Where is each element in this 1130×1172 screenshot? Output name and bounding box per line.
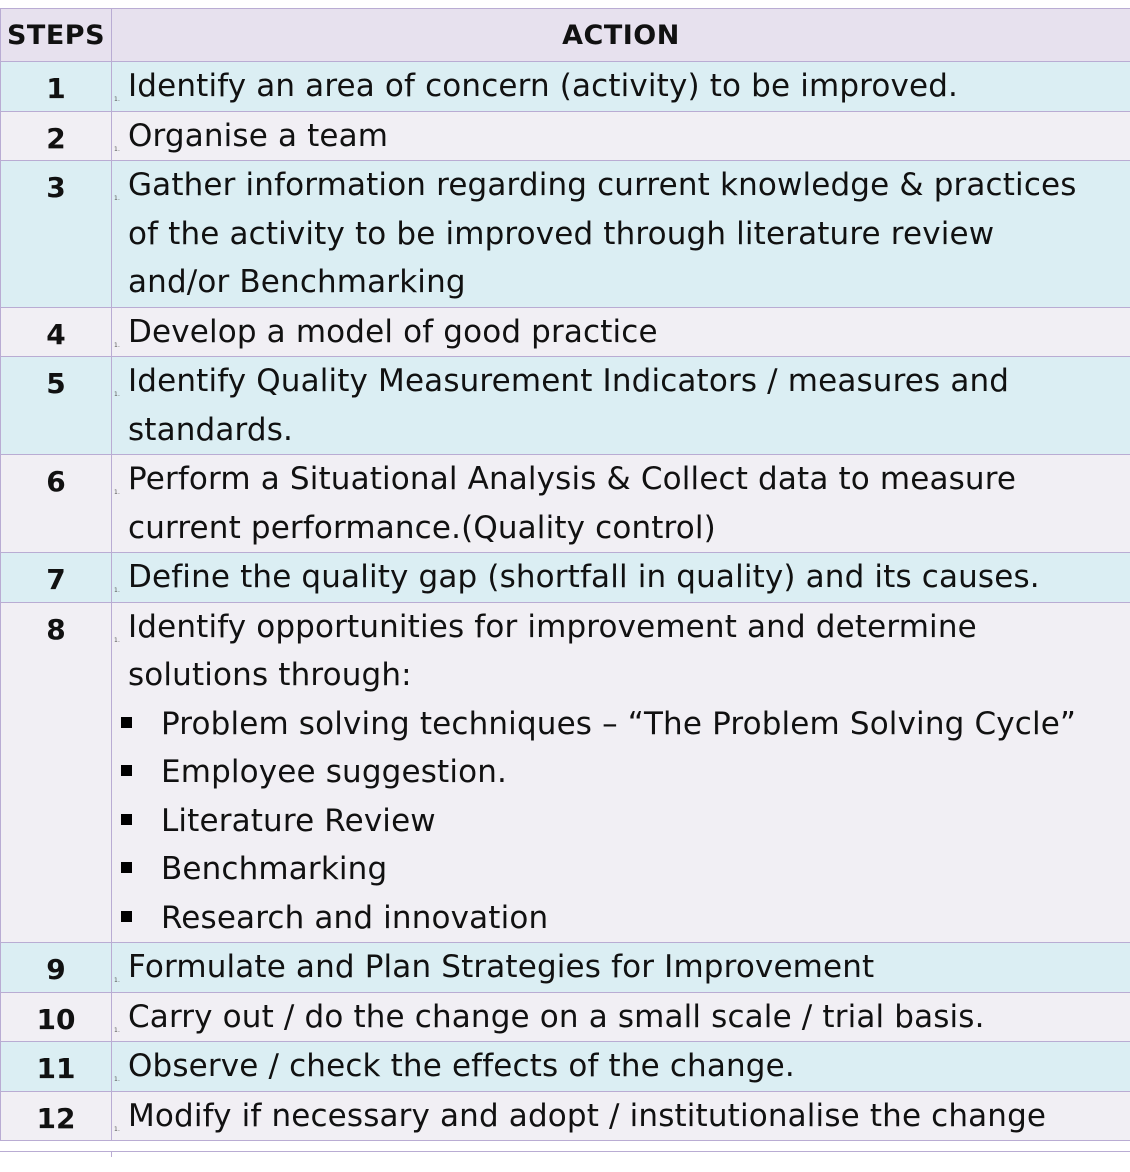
list-marker: 1.: [114, 636, 121, 644]
action-text: and/or Benchmarking: [128, 264, 466, 300]
list-item: [118, 797, 1128, 846]
list-item-text: Employee suggestion.: [161, 754, 507, 790]
step-number: 2: [1, 111, 112, 161]
square-bullet-icon: [121, 911, 132, 922]
solutions-list: [128, 700, 1128, 943]
step-number: 12: [1, 1091, 112, 1141]
table-row: [1, 553, 1130, 603]
table-row: [1, 357, 1130, 455]
divider: [111, 1151, 112, 1157]
action-cell: [112, 307, 1130, 357]
step-number: 8: [1, 602, 112, 943]
list-marker: 1.: [114, 341, 121, 349]
action-text: Identify an area of concern (activity) to be improved.: [128, 68, 959, 104]
table-row: [1, 602, 1130, 943]
action-cell: [112, 553, 1130, 603]
list-marker: 1.: [114, 977, 121, 984]
step-number: 6: [1, 455, 112, 553]
action-text: Observe / check the effects of the change.: [128, 1048, 795, 1084]
action-text: Carry out / do the change on a small scale / trial basis.: [128, 998, 985, 1035]
action-text: Identify Quality Measurement Indicators / measures and: [128, 363, 1010, 399]
table-row: [1, 307, 1130, 357]
table-row: [1, 62, 1130, 112]
list-item: [118, 748, 1128, 797]
step-number: 1: [1, 62, 112, 112]
action-column-header: ACTION: [112, 9, 1130, 62]
action-cell: [112, 943, 1130, 993]
action-cell: [112, 992, 1130, 1042]
list-item: [118, 700, 1128, 749]
action-text: Perform a Situational Analysis & Collect data to measure: [128, 461, 1017, 497]
action-cell: [112, 111, 1130, 161]
action-text: current performance.(Quality control): [128, 509, 716, 546]
table-row: [1, 1042, 1130, 1092]
list-marker: 1.: [114, 195, 121, 202]
list-item: [118, 894, 1128, 943]
step-number: 10: [1, 992, 112, 1042]
action-text: Define the quality gap (shortfall in quality) and its causes.: [128, 559, 1040, 595]
step-number: 3: [1, 161, 112, 308]
action-cell: [112, 357, 1130, 455]
steps-table: [0, 8, 1130, 1141]
square-bullet-icon: [121, 765, 132, 776]
list-marker: 1.: [114, 145, 121, 153]
step-number: 4: [1, 307, 112, 357]
action-text: Organise a team: [128, 117, 389, 154]
list-marker: 1.: [114, 1125, 121, 1133]
table-row: [1, 111, 1130, 161]
table-row: [1, 992, 1130, 1042]
list-marker: 1.: [114, 489, 121, 496]
steps-column-header: STEPS: [1, 9, 112, 62]
action-text: solutions through:: [128, 657, 412, 693]
list-marker: 1.: [114, 587, 121, 594]
list-item-text: Research and innovation: [161, 899, 549, 936]
table-row: [1, 943, 1130, 993]
step-number: 9: [1, 943, 112, 993]
list-marker: 1.: [114, 96, 121, 103]
list-item-text: Problem solving techniques – “The Problem Solving Cycle”: [161, 705, 1077, 742]
list-item-text: Benchmarking: [161, 851, 388, 887]
action-cell: [112, 161, 1130, 308]
action-text: Identify opportunities for improvement and determine: [128, 608, 977, 645]
action-text: Develop a model of good practice: [128, 313, 658, 350]
action-text: of the activity to be improved through literature review: [128, 215, 995, 252]
table-row: [1, 1091, 1130, 1141]
table-header-row: [1, 9, 1130, 62]
action-cell: [112, 1042, 1130, 1092]
action-cell: [112, 62, 1130, 112]
action-text: Formulate and Plan Strategies for Improvement: [128, 949, 875, 985]
action-text: Modify if necessary and adopt / institutionalise the change: [128, 1097, 1047, 1134]
list-item: [118, 845, 1128, 894]
step-number: 5: [1, 357, 112, 455]
action-cell: [112, 602, 1130, 943]
step-number: 11: [1, 1042, 112, 1092]
table-row: [1, 455, 1130, 553]
action-cell: [112, 455, 1130, 553]
action-cell: [112, 1091, 1130, 1141]
square-bullet-icon: [121, 862, 132, 873]
square-bullet-icon: [121, 814, 132, 825]
list-item-text: Literature Review: [161, 802, 436, 839]
divider: [0, 1151, 1130, 1152]
list-marker: 1.: [114, 1026, 121, 1034]
action-text: standards.: [128, 411, 294, 448]
list-marker: 1.: [114, 1076, 121, 1083]
action-text: Gather information regarding current knowledge & practices: [128, 167, 1077, 203]
step-number: 7: [1, 553, 112, 603]
list-marker: 1.: [114, 391, 121, 398]
table-bottom-edge: [0, 1151, 1130, 1157]
table-row: [1, 161, 1130, 308]
square-bullet-icon: [121, 717, 132, 728]
